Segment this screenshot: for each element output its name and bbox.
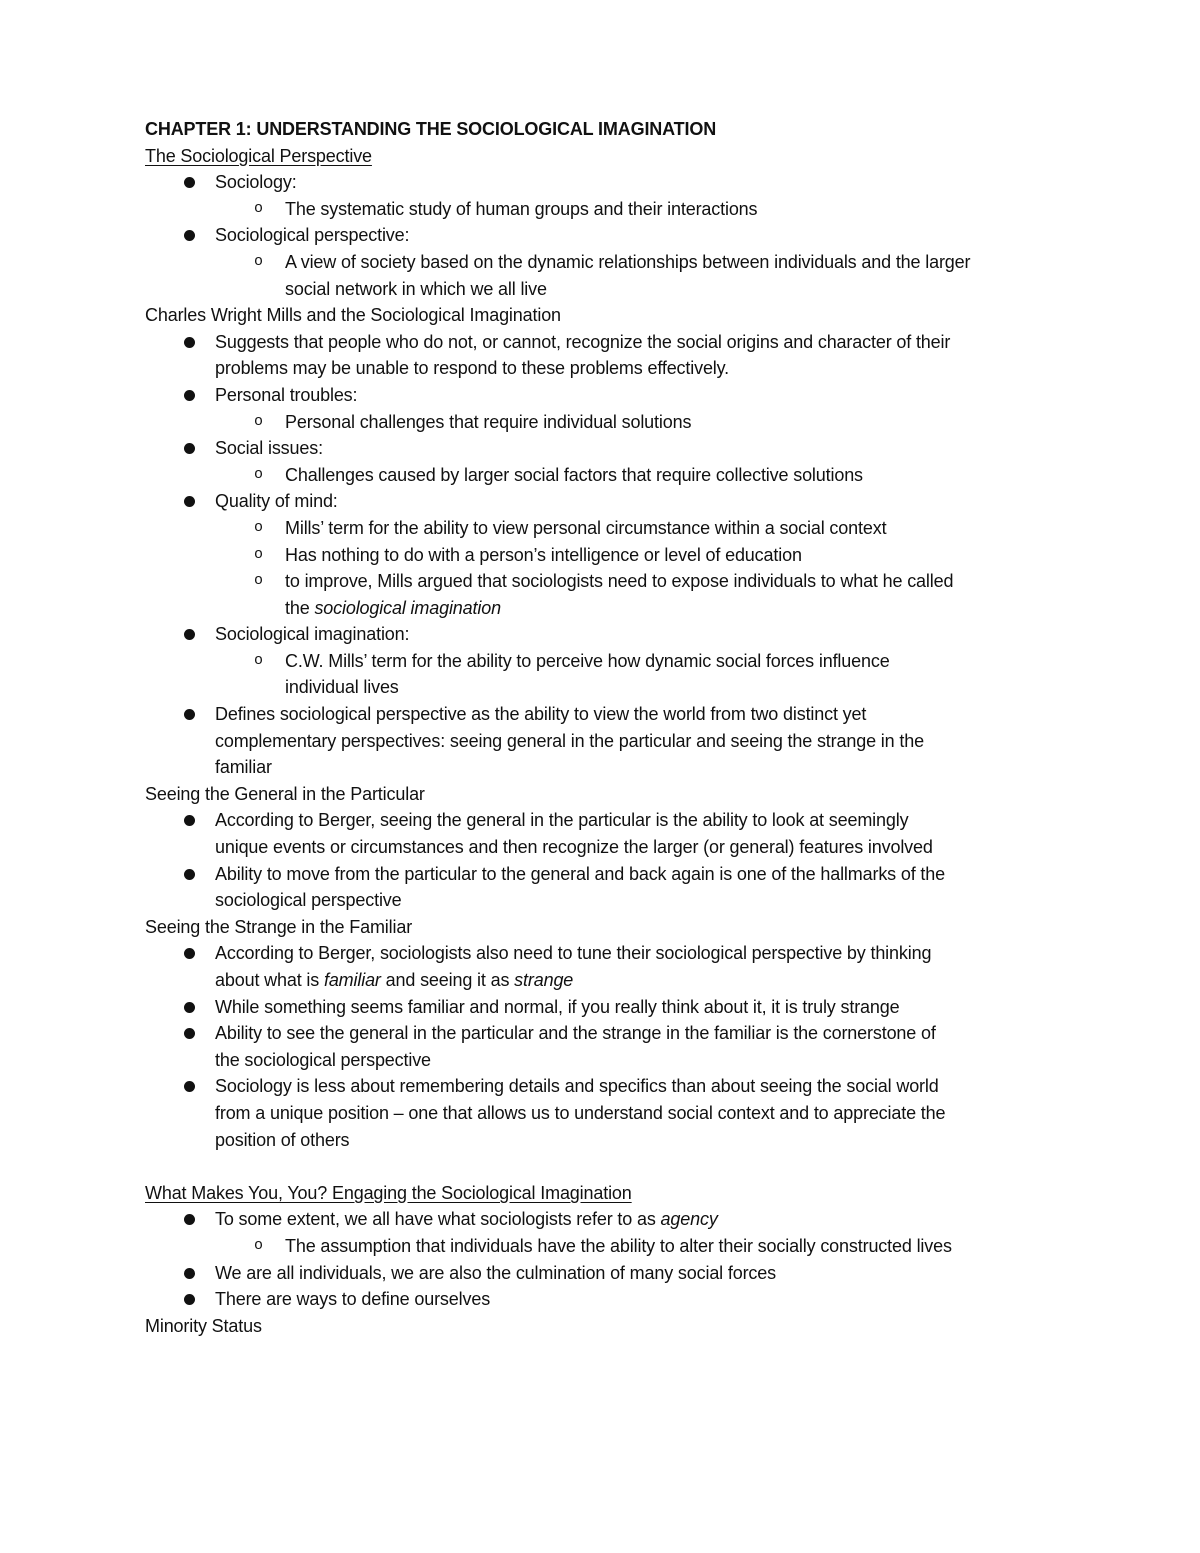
sub-bullet-item: o Has nothing to do with a person’s intelligence or level of education xyxy=(145,542,1060,569)
bullet-item: Sociology: xyxy=(145,169,1060,196)
bullet-continuation: unique events or circumstances and then recognize the larger (or general) features involved xyxy=(215,837,933,858)
bullet-continuation xyxy=(145,967,1060,994)
bullet-continuation: familiar xyxy=(215,757,272,778)
text-run: and seeing it as xyxy=(380,970,515,990)
sub-bullet-continuation: individual lives xyxy=(285,677,399,698)
bullet-item xyxy=(145,1206,1060,1233)
sub-bullet-continuation xyxy=(145,595,1060,622)
bullet-item: While something seems familiar and normal, if you really think about it, it is truly strange xyxy=(145,994,1060,1021)
bullet-item: Sociology is less about remembering details and specifics than about seeing the social world xyxy=(145,1073,1060,1100)
bullet-item: According to Berger, seeing the general in the particular is the ability to look at seemingly xyxy=(145,807,1060,834)
section-heading: Seeing the Strange in the Familiar xyxy=(145,916,413,937)
bullet-item: Sociological perspective: xyxy=(145,222,1060,249)
bullet-continuation: problems may be unable to respond to these problems effectively. xyxy=(215,358,730,379)
bullet-item: There are ways to define ourselves xyxy=(145,1286,1060,1313)
section-heading: Charles Wright Mills and the Sociological Imagination xyxy=(145,305,561,326)
text-run: about what is xyxy=(215,970,324,990)
sub-bullet-item: o The systematic study of human groups and their interactions xyxy=(145,196,1060,223)
emphasis-text: agency xyxy=(660,1209,718,1230)
section-heading: Seeing the General in the Particular xyxy=(145,783,425,804)
section-heading: The Sociological Perspective xyxy=(145,145,372,166)
bullet-item: According to Berger, sociologists also need to tune their sociological perspective by thinking xyxy=(145,940,1060,967)
bullet-item: Ability to see the general in the particular and the strange in the familiar is the cornerstone of xyxy=(145,1020,1060,1047)
bullet-continuation: position of others xyxy=(215,1129,350,1150)
sub-bullet-item: o The assumption that individuals have the ability to alter their socially constructed lives xyxy=(145,1233,1060,1260)
bullet-continuation: from a unique position – one that allows us to understand social context and to appreciate the xyxy=(215,1102,946,1123)
bullet-item: Personal troubles: xyxy=(145,382,1060,409)
sub-bullet-item: o to improve, Mills argued that sociologists need to expose individuals to what he called xyxy=(145,568,1060,595)
emphasis-text: strange xyxy=(514,970,574,990)
chapter-title: CHAPTER 1: UNDERSTANDING THE SOCIOLOGICAL IMAGINATION xyxy=(145,119,717,139)
sub-bullet-item: o Personal challenges that require individual solutions xyxy=(145,409,1060,436)
bullet-item: Suggests that people who do not, or cannot, recognize the social origins and character of their xyxy=(145,329,1060,356)
blank-line xyxy=(145,1153,1060,1180)
bullet-item: Social issues: xyxy=(145,435,1060,462)
bullet-item: We are all individuals, we are also the culmination of many social forces xyxy=(145,1260,1060,1287)
sub-bullet-item: o C.W. Mills’ term for the ability to perceive how dynamic social forces influence xyxy=(145,648,1060,675)
bullet-item: Ability to move from the particular to the general and back again is one of the hallmarks of the xyxy=(145,861,1060,888)
section-heading: What Makes You, You? Engaging the Sociological Imagination xyxy=(145,1182,632,1203)
bullet-continuation: sociological perspective xyxy=(215,890,402,911)
emphasis-text: sociological imagination xyxy=(314,597,501,618)
sub-bullet-item: o Mills’ term for the ability to view personal circumstance within a social context xyxy=(145,515,1060,542)
bullet-continuation: complementary perspectives: seeing general in the particular and seeing the strange in the xyxy=(215,730,924,751)
bullet-item: Defines sociological perspective as the ability to view the world from two distinct yet xyxy=(145,701,1060,728)
sub-bullet-item: o Challenges caused by larger social factors that require collective solutions xyxy=(145,462,1060,489)
bullet-item: Quality of mind: xyxy=(145,488,1060,515)
bullet-continuation: the sociological perspective xyxy=(215,1049,431,1070)
bullet-item: Sociological imagination: xyxy=(145,621,1060,648)
text-run: the xyxy=(285,597,315,618)
sub-bullet-continuation: social network in which we all live xyxy=(285,278,547,299)
document-page xyxy=(145,116,1060,1339)
emphasis-text: familiar xyxy=(323,970,381,990)
text-run: To some extent, we all have what sociologists refer to as xyxy=(215,1209,661,1230)
section-heading: Minority Status xyxy=(145,1315,262,1336)
sub-bullet-item: o A view of society based on the dynamic relationships between individuals and the larger xyxy=(145,249,1060,276)
